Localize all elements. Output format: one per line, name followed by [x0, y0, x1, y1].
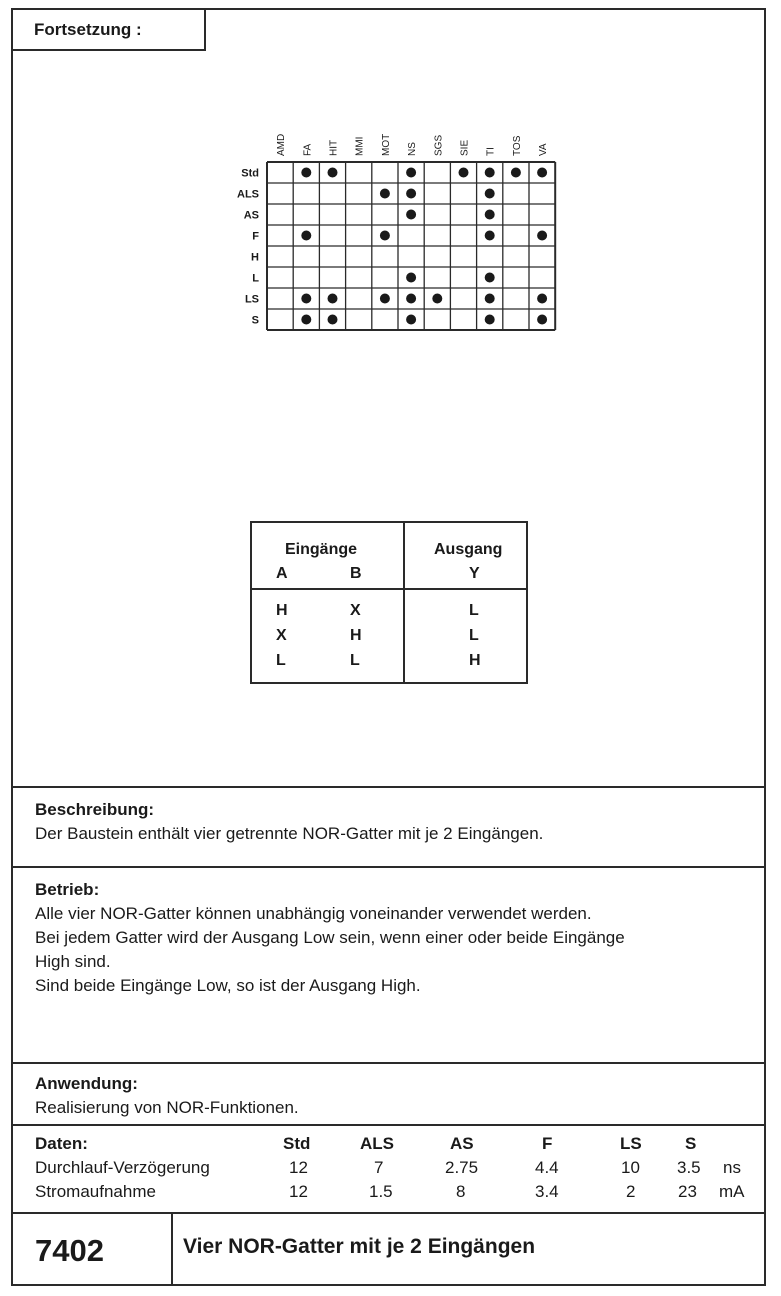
manufacturer-label: FA — [302, 143, 314, 156]
data-col-ls: LS — [620, 1134, 642, 1153]
data-row-1-f: 4.4 — [535, 1158, 559, 1177]
data-row-2-label: Stromaufnahme — [35, 1182, 156, 1201]
family-label: LS — [244, 293, 259, 306]
description-section — [13, 786, 764, 866]
application-heading: Anwendung: — [35, 1074, 138, 1093]
data-row-1-als: 7 — [374, 1158, 384, 1177]
availability-dot — [537, 294, 547, 304]
availability-dot — [328, 315, 338, 325]
row-1-y: L — [469, 602, 479, 619]
operation-line-1: Alle vier NOR-Gatter können unabhängig voneinander verwendet werden. — [35, 904, 592, 923]
family-label: Std — [241, 167, 259, 180]
data-row-2-unit: mA — [719, 1182, 745, 1201]
data-row-2-ls: 2 — [626, 1182, 636, 1201]
data-row-1-s: 3.5 — [677, 1158, 701, 1177]
data-row-1-unit: ns — [723, 1158, 741, 1177]
availability-dot — [301, 231, 311, 241]
continuation-label: Fortsetzung : — [13, 10, 206, 51]
data-col-als: ALS — [360, 1134, 394, 1153]
availability-dot — [328, 294, 338, 304]
availability-dot — [380, 231, 390, 241]
operation-line-3: High sind. — [35, 952, 111, 971]
operation-section — [13, 866, 764, 1062]
family-label: S — [251, 314, 259, 327]
data-row-1-ls: 10 — [621, 1158, 640, 1177]
manufacturer-label: NS — [407, 142, 419, 156]
data-row-2-f: 3.4 — [535, 1182, 559, 1201]
availability-dot — [406, 189, 416, 199]
availability-dot — [511, 168, 521, 178]
data-col-std: Std — [283, 1134, 311, 1153]
data-row-1-std: 12 — [289, 1158, 308, 1177]
part-title: Vier NOR-Gatter mit je 2 Eingängen — [183, 1235, 536, 1258]
availability-dot — [406, 273, 416, 283]
availability-dot — [406, 210, 416, 220]
availability-dot — [485, 189, 495, 199]
manufacturer-label: TOS — [511, 135, 523, 156]
truth-table-divider — [403, 523, 405, 682]
row-1-a: H — [276, 602, 288, 619]
data-row-2-s: 23 — [678, 1182, 697, 1201]
datasheet-page — [11, 8, 766, 1286]
availability-dot — [537, 315, 547, 325]
operation-heading: Betrieb: — [35, 880, 100, 899]
availability-dot — [406, 168, 416, 178]
family-label: AS — [243, 209, 259, 222]
availability-dot — [301, 168, 311, 178]
truth-table-header-line — [252, 588, 526, 590]
availability-dot — [459, 168, 469, 178]
application-section — [13, 1062, 764, 1124]
manufacturer-label: TI — [485, 147, 497, 156]
column-b: B — [350, 565, 362, 582]
availability-dot — [328, 168, 338, 178]
availability-dot — [485, 315, 495, 325]
family-label: ALS — [237, 188, 259, 201]
manufacturer-label: AMD — [276, 133, 288, 156]
availability-dot — [380, 189, 390, 199]
availability-dot — [301, 315, 311, 325]
availability-dot — [301, 294, 311, 304]
family-label: F — [252, 230, 259, 243]
availability-dot — [485, 231, 495, 241]
row-2-y: L — [469, 627, 479, 644]
row-3-y: H — [469, 652, 481, 669]
row-3-b: L — [350, 652, 360, 669]
row-2-a: X — [276, 627, 287, 644]
availability-dot — [406, 315, 416, 325]
data-row-1-label: Durchlauf-Verzögerung — [35, 1158, 210, 1177]
application-text: Realisierung von NOR-Funktionen. — [35, 1098, 299, 1117]
description-heading: Beschreibung: — [35, 800, 155, 819]
availability-dot — [406, 294, 416, 304]
data-row-2-std: 12 — [289, 1182, 308, 1201]
column-y: Y — [469, 565, 480, 582]
description-text: Der Baustein enthält vier getrennte NOR-Gatter mit je 2 Eingängen. — [35, 824, 544, 843]
availability-dot — [537, 231, 547, 241]
manufacturer-matrix — [13, 10, 764, 350]
manufacturer-label: VA — [538, 143, 550, 156]
operation-line-4: Sind beide Eingänge Low, so ist der Ausgang High. — [35, 976, 421, 995]
family-label: L — [252, 272, 259, 285]
output-header: Ausgang — [434, 541, 503, 558]
availability-dot — [537, 168, 547, 178]
data-col-s: S — [685, 1134, 697, 1153]
data-col-as: AS — [450, 1134, 474, 1153]
data-section — [13, 1124, 764, 1212]
family-label: H — [251, 251, 259, 264]
column-a: A — [276, 565, 288, 582]
manufacturer-label: HIT — [328, 139, 340, 156]
manufacturer-label: SGS — [433, 134, 445, 156]
truth-table — [250, 521, 528, 684]
data-row-2-als: 1.5 — [369, 1182, 393, 1201]
availability-dot — [485, 210, 495, 220]
data-row-2-as: 8 — [456, 1182, 466, 1201]
availability-dot — [432, 294, 442, 304]
manufacturer-label: MMI — [354, 136, 366, 156]
availability-dot — [380, 294, 390, 304]
data-heading: Daten: — [35, 1134, 88, 1153]
row-2-b: H — [350, 627, 362, 644]
operation-line-2: Bei jedem Gatter wird der Ausgang Low sein, wenn einer oder beide Eingänge — [35, 928, 625, 947]
part-number: 7402 — [13, 1212, 173, 1284]
row-1-b: X — [350, 602, 361, 619]
manufacturer-label: SIE — [459, 139, 471, 156]
availability-dot — [485, 168, 495, 178]
data-col-f: F — [542, 1134, 553, 1153]
manufacturer-label: MOT — [380, 133, 392, 156]
inputs-header: Eingänge — [285, 541, 358, 558]
availability-dot — [485, 294, 495, 304]
availability-dot — [485, 273, 495, 283]
row-3-a: L — [276, 652, 286, 669]
data-row-1-as: 2.75 — [445, 1158, 479, 1177]
